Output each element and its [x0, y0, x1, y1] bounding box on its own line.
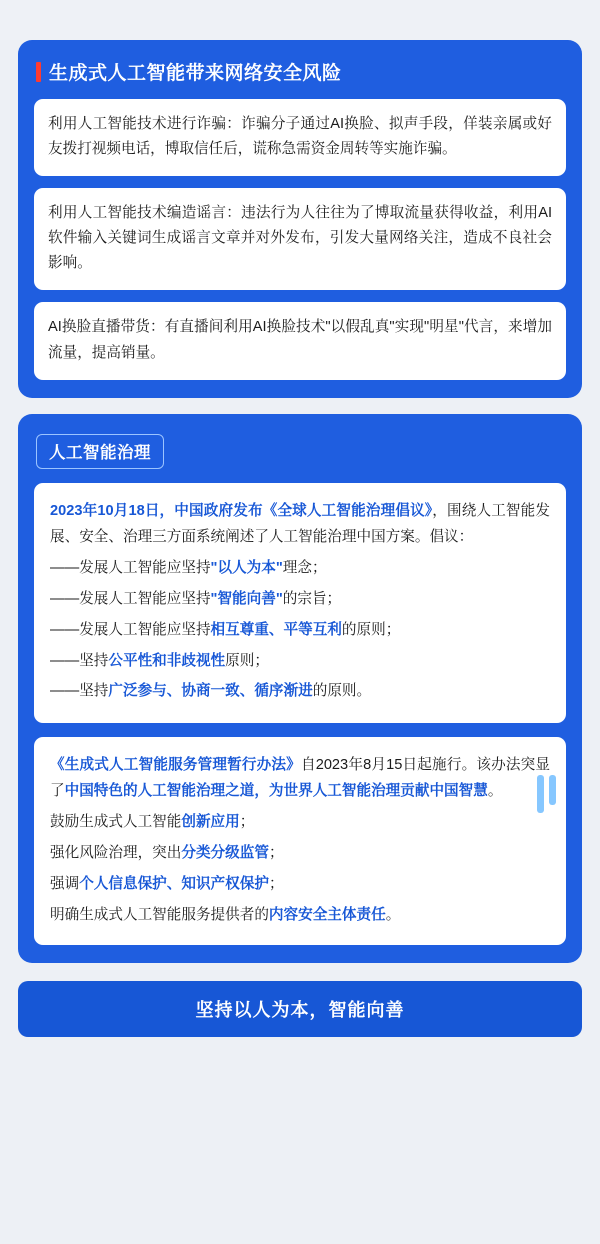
regulation-title-highlight: 《生成式人工智能服务管理暂行办法》 [50, 757, 301, 774]
initiative-line-suffix: 原则； [225, 652, 269, 669]
initiative-line-prefix: ——坚持 [50, 652, 109, 669]
infographic-page [0, 40, 600, 1244]
risk-card-title-text: 生成式人工智能带来网络安全风险 [49, 63, 342, 84]
initiative-lead-highlight: 2023年10月18日，中国政府发布《全球人工智能治理倡议》 [50, 502, 433, 519]
regulation-lead-rest: 自2023年8月15日起施行。该办法突显了 [50, 757, 550, 800]
regulation-line [50, 872, 550, 898]
regulation-lead-end: 。 [487, 783, 503, 800]
initiative-lead-rest: ，围绕人工智能发展、安全、治理三方面系统阐述了人工智能治理中国方案。倡议： [50, 502, 550, 545]
quote-bars-icon [537, 775, 556, 813]
regulation-line-prefix: 明确生成式人工智能服务提供者的 [50, 907, 269, 924]
initiative-line [50, 649, 550, 675]
regulation-line-suffix: ； [239, 814, 255, 831]
initiative-line-highlight: 公平性和非歧视性 [108, 652, 226, 669]
governance-initiative-box [34, 483, 566, 724]
title-accent-bar [36, 62, 41, 82]
initiative-line [50, 587, 550, 613]
initiative-line [50, 679, 550, 705]
regulation-line-highlight: 分类分级监管 [181, 845, 269, 862]
regulation-line-suffix: 。 [385, 907, 401, 924]
initiative-line-highlight: "以人为本" [210, 559, 283, 576]
initiative-line-prefix: ——发展人工智能应坚持 [50, 559, 211, 576]
initiative-line-highlight: 相互尊重、平等互利 [210, 621, 342, 638]
initiative-line [50, 618, 550, 644]
initiative-line-prefix: ——发展人工智能应坚持 [50, 590, 211, 607]
initiative-line-suffix: 的原则； [341, 621, 401, 638]
regulation-box [34, 737, 566, 945]
risk-card-title [36, 58, 566, 85]
risk-item: AI换脸直播带货：有直播间利用AI换脸技术"以假乱真"实现"明星"代言，来增加流量，提高销量。 [34, 302, 566, 379]
initiative-line-suffix: 理念； [282, 559, 327, 576]
governance-card-title: 人工智能治理 [36, 434, 164, 469]
regulation-line [50, 841, 550, 867]
initiative-line-suffix: 的原则。 [312, 683, 372, 700]
regulation-line-highlight: 创新应用 [181, 814, 240, 831]
initiative-line-suffix: 的宗旨； [282, 590, 342, 607]
initiative-line-prefix: ——坚持 [50, 683, 109, 700]
governance-card [18, 414, 582, 964]
regulation-line-suffix: ； [268, 845, 284, 862]
regulation-lead-highlight: 中国特色的人工智能治理之道，为世界人工智能治理贡献中国智慧 [64, 783, 488, 800]
footer-banner: 坚持以人为本，智能向善 [18, 981, 582, 1037]
regulation-line-suffix: ； [268, 876, 284, 893]
regulation-line-prefix: 强化风险治理，突出 [50, 845, 182, 862]
risk-card [18, 40, 582, 398]
regulation-line-prefix: 鼓励生成式人工智能 [50, 814, 182, 831]
risk-item: 利用人工智能技术进行诈骗：诈骗分子通过AI换脸、拟声手段，佯装亲属或好友拨打视频电话，博取信任后，谎称急需资金周转等实施诈骗。 [34, 99, 566, 176]
initiative-line-highlight: 广泛参与、协商一致、循序渐进 [108, 683, 313, 700]
regulation-line-highlight: 内容安全主体责任 [268, 907, 386, 924]
initiative-lead [50, 499, 550, 551]
risk-item: 利用人工智能技术编造谣言：违法行为人往往为了博取流量获得收益，利用AI软件输入关键词生成谣言文章并对外发布，引发大量网络关注，造成不良社会影响。 [34, 188, 566, 290]
regulation-line-highlight: 个人信息保护、知识产权保护 [79, 876, 269, 893]
regulation-lead [50, 753, 550, 805]
initiative-line [50, 556, 550, 582]
regulation-line [50, 903, 550, 929]
initiative-line-prefix: ——发展人工智能应坚持 [50, 621, 211, 638]
initiative-line-highlight: "智能向善" [210, 590, 283, 607]
regulation-line-prefix: 强调 [50, 876, 80, 893]
regulation-line [50, 810, 550, 836]
